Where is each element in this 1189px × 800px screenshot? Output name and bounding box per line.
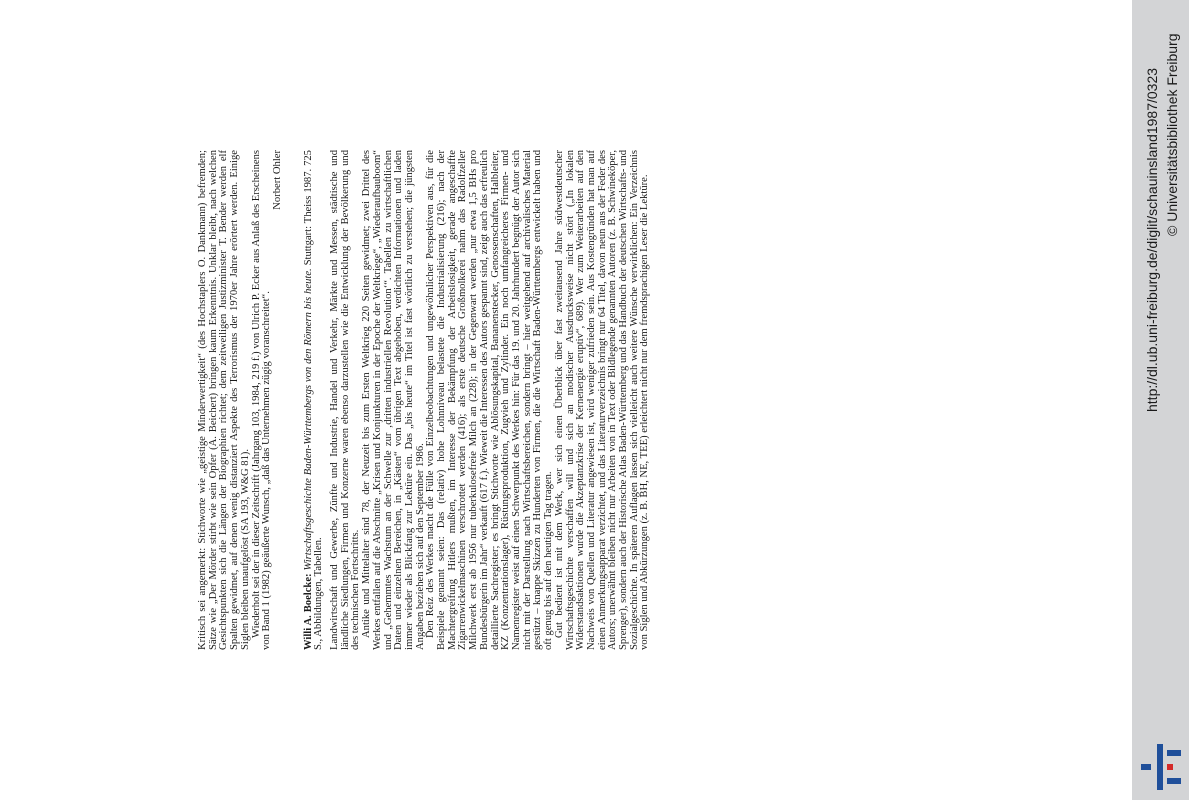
review-heading [304,150,325,650]
paragraph: Landwirtschaft und Gewerbe, Zünfte und Industrie, Handel und Verkehr, Märkte und Messen, städtische und ländliche Siedlungen, Firmen und Konzerne waren ebenso darzustellen wie die Entwicklung der Bevölkerung und des technischen Fortschritts. [329,150,362,650]
review-author: Willi A. Boelcke: [302,573,314,650]
permalink-url[interactable]: http://dl.ub.uni-freiburg.de/diglit/schauinsland1987/0323 [1144,67,1160,412]
ub-freiburg-logo-icon [1141,744,1181,790]
paragraph: Antike und Mittelalter sind 78, der Neuzeit bis zum Ersten Weltkrieg 220 Seiten gewidmet; zwei Drittel des Werkes entfallen auf die Abschnitte „Krisen und Konjunkturen in der Epoche der Weltkriege“, „Wiederaufbauboom“ und „Gehemmtes Wachstum an der Schwelle zur ‚dritten industriellen Revolution‘“. Tabellen zu wirtschaftlichen Daten und einzelnen Bereichen, in „Kästen“ vom übrigen Text abgehoben, verdichten Informationen und laden immer wieder als Blickfang zur Lektüre ein. Das „bis heute“ im Titel ist fast wörtlich zu verstehen; die jüngsten Angaben beziehen sich auf den September 1986. [361,150,426,650]
scanned-page [180,0,940,800]
review-imprint: Stuttgart: Theiss 1987. 725 S., Abbildungen, Tabellen. [302,150,325,650]
paragraph: Wiederholt sei der in dieser Zeitschrift (Jahrgang 103, 1984, 219 f.) von Ulrich P. Ecker aus Anlaß des Erscheinens von Band 1 (1982) geäußerte Wunsch, „daß das Unternehmen zügig voranschreitet“. [250,150,273,650]
paragraph: Gut bedient ist mit dem Werk, wer sich einen Überblick über fast zweitausend Jahre südwestdeutscher Wirtschaftsgeschichte verschaffen will und sich an modischer Ausdrucksweise nicht stört („In lokalen Widerstandsaktionen wurde die Akzeptanzkrise der Kernenergie eruptiv“, 689). Wer zum Weiterarbeiten auf den Nachweis von Quellen und Literatur angewiesen ist, wird weniger zufrieden sein. Aus Kostengründen hat man auf einen Anmerkungsapparat verzichtet, und das Literaturverzeichnis bringt nur 64 Titel, davon neun aus der Feder des Autors; unerwähnt bleiben nicht nur Arbeiten von in Text oder Bildlegende genannten Autoren (z. B. Schwineköper, Sprenger), sondern auch der Historische Atlas Baden-Württemberg und das Handbuch der deutschen Wirtschafts- und Sozialgeschichte. In späteren Auflagen lassen sich vielleicht auch weitere Wünsche verwirklichen: Ein Verzeichnis von Siglen und Abkürzungen (z. B. BH, NE, TEE) erleichtert nicht nur dem fremdsprachigen Leser die Lektüre. [553,150,651,650]
reviewer-signature: Norbert Ohler [271,150,283,210]
paragraph: Den Reiz des Werkes macht die Fülle von Einzelbeobachtungen und ungewöhnlicher Perspektiven aus, für die Beispiele genannt seien: Das (relativ) hohe Lohnniveau belastete die Industrialisierung (216); nach der Machtergreifung Hitlers mußten, im Interesse der Bekämpfung der Arbeitslosigkeit, gerade angeschaffte Zigarrenwickelmaschinen verschrottet werden (416); als erste deutsche Großmolkerei nahm das Radolfzeller Milchwerk erst ab 1956 nur tuberkulosefreie Milch an (228); in der Gegenwart werden „nur etwa 1,5 BHs pro Bundesbürgerin im Jahr“ verkauft (617 f.). Wieweit die Interessen des Autors gespannt sind, zeigt auch das erfreulich detaillierte Sachregister; es bringt Stichworte wie Ablösungskapital, Bananenstecker, Genossenschaften, Halbleiter, KZ (Konzentrationslager), Rüstungsproduktion, Zugvieh und Zylinder. Ein noch umfangreicheres Firmen- und Namenregister weist auf einen Schwerpunkt des Werkes hin: Für das 19. und 20. Jahrhundert begnügt der Autor sich nicht mit der Darstellung nach Wirtschaftsbereichen, sondern bringt – hier weitgehend auf archivalisches Material gestützt – knappe Skizzen zu Hunderten von Firmen, die die Wirtschaft Baden-Württembergs entwickelt haben und oft genug bis auf den heutigen Tag tragen. [425,150,555,650]
review-title: Wirtschaftsgeschichte Baden-Württembergs von den Römern bis heute. [302,268,314,571]
copyright-notice: © Universitätsbibliothek Freiburg [1164,33,1180,236]
paragraph: Kritisch sei angemerkt: Stichworte wie „geistige Minderwertigkeit“ (des Hochstaplers O. Dankmann) befremden; Sätze wie „Der Mörder stirbt wie sein Opfer (A. Beichert) bringen kaum Erkenntnis. Unklar bleibt, nach welchen Gesichtspunkten sich die Längen der Biographien richtet; dem zeitweiligen Justizminister T. Bender werden elf Spalten gewidmet, auf denen wenig distanziert Aspekte des Terrorismus der 1970er Jahre erörtert werden. Einige Siglen bleiben unaufgelöst (SA 193, W&G 81). [197,150,251,650]
viewer-sidebar [1132,0,1189,800]
page-text-block [198,150,938,650]
